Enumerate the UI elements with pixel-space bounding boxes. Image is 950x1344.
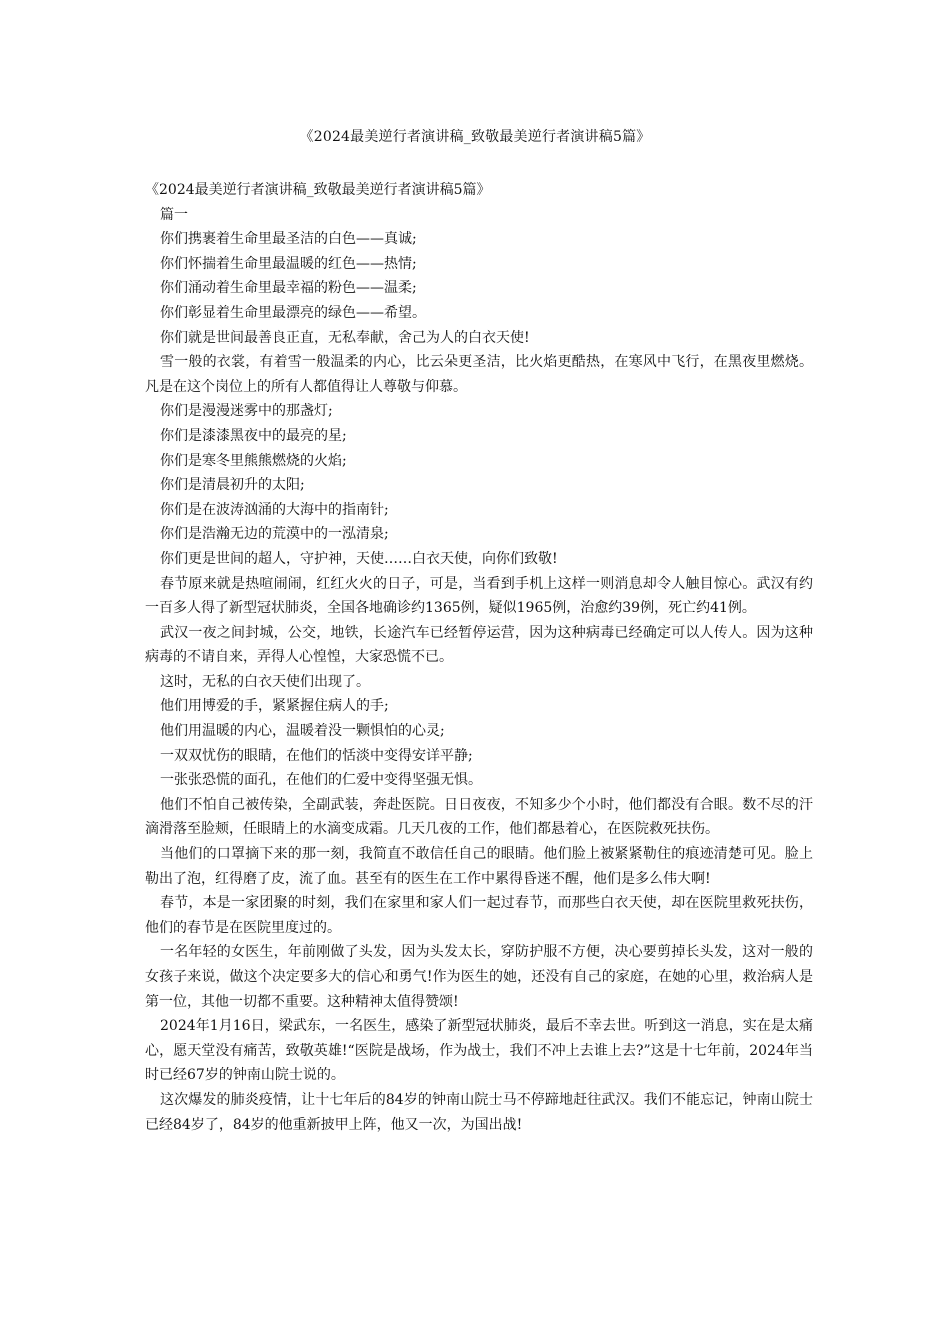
paragraph: 这时，无私的白衣天使们出现了。 <box>160 673 370 690</box>
paragraph: 当他们的口罩摘下来的那一刻，我简直不敢信任自己的眼睛。他们脸上被紧紧勒住的痕迹清楚可见。脸上勒出了泡，红得磨了皮，流了血。甚至有的医生在工作中累得昏迷不醒，他们是多么伟大啊! <box>145 846 813 887</box>
paragraph: 春节原来就是热喧闹闹，红红火火的日子，可是，当看到手机上这样一则消息却令人触目惊心。武汉有约一百多人得了新型冠状肺炎，全国各地确诊约1365例，疑似1965例，治愈约39例，死亡约41例。 <box>145 575 813 617</box>
paragraph: 一张张恐慌的面孔，在他们的仁爱中变得坚强无惧。 <box>160 772 482 789</box>
paragraph: 你们是在波涛汹涌的大海中的指南针; <box>160 501 389 518</box>
paragraph: 武汉一夜之间封城，公交，地铁，长途汽车已经暂停运营，因为这种病毒已经确定可以人传人。因为这种病毒的不请自来，弄得人心惶惶，大家恐慌不已。 <box>145 624 813 666</box>
paragraph: 你们怀揣着生命里最温暖的红色——热情; <box>160 255 417 272</box>
paragraph: 一名年轻的女医生，年前刚做了头发，因为头发太长，穿防护服不方便，决心要剪掉长头发，这对一般的女孩子来说，做这个决定要多大的信心和勇气!作为医生的她，还没有自己的家庭，在她的心里，救治病人是第一位，其他一切都不重要。这种精神太值得赞颂! <box>145 944 813 1010</box>
document-body <box>145 178 813 1137</box>
paragraph: 他们用温暖的内心，温暖着没一颗惧怕的心灵; <box>160 723 445 740</box>
paragraph: 雪一般的衣裳，有着雪一般温柔的内心，比云朵更圣洁，比火焰更酷热，在寒风中飞行，在黑夜里燃烧。凡是在这个岗位上的所有人都值得让人尊敬与仰慕。 <box>145 354 813 395</box>
paragraph: 他们用博爱的手，紧紧握住病人的手; <box>160 698 389 715</box>
paragraph: 《2024最美逆行者演讲稿_致敬最美逆行者演讲稿5篇》 <box>145 182 491 198</box>
paragraph: 你们彰显着生命里最漂亮的绿色——希望。 <box>160 304 426 321</box>
paragraph: 你们是寒冬里熊熊燃烧的火焰; <box>160 452 347 469</box>
paragraph: 这次爆发的肺炎疫情，让十七年后的84岁的钟南山院士马不停蹄地赶往武汉。我们不能忘记，钟南山院士已经84岁了，84岁的他重新披甲上阵，他又一次，为国出战! <box>145 1091 813 1133</box>
paragraph: 篇一 <box>160 206 188 223</box>
paragraph: 他们不怕自己被传染，全副武装，奔赴医院。日日夜夜，不知多少个小时，他们都没有合眼。数不尽的汗滴滑落至脸颊，任眼睛上的水滴变成霜。几天几夜的工作，他们都悬着心，在医院救死扶伤。 <box>145 796 813 838</box>
paragraph: 2024年1月16日，梁武东，一名医生，感染了新型冠状肺炎，最后不幸去世。听到这一消息，实在是太痛心，愿天堂没有痛苦，致敬英雄!“医院是战场，作为战士，我们不冲上去谁上去?”这是十七年前，2024年当时已经67岁的钟南山院士说的。 <box>145 1018 813 1084</box>
paragraph: 你们携裹着生命里最圣洁的白色——真诚; <box>160 231 417 248</box>
paragraph: 你们是浩瀚无边的荒漠中的一泓清泉; <box>160 526 389 543</box>
paragraph: 春节，本是一家团聚的时刻，我们在家里和家人们一起过春节，而那些白衣天使，却在医院里救死扶伤，他们的春节是在医院里度过的。 <box>145 895 813 936</box>
paragraph: 一双双忧伤的眼睛，在他们的恬淡中变得安详平静; <box>160 747 473 764</box>
paragraph: 你们是清晨初升的太阳; <box>160 477 305 494</box>
paragraph: 你们是漆漆黑夜中的最亮的星; <box>160 427 347 444</box>
paragraph: 你们是漫漫迷雾中的那盏灯; <box>160 403 333 420</box>
paragraph: 你们更是世间的超人，守护神，天使……白衣天使，向你们致敬! <box>160 550 558 567</box>
paragraph: 你们涌动着生命里最幸福的粉色——温柔; <box>160 280 417 297</box>
paragraph: 你们就是世间最善良正直，无私奉献，舍己为人的白衣天使! <box>160 329 530 346</box>
document-title: 《2024最美逆行者演讲稿_致敬最美逆行者演讲稿5篇》 <box>299 129 651 145</box>
